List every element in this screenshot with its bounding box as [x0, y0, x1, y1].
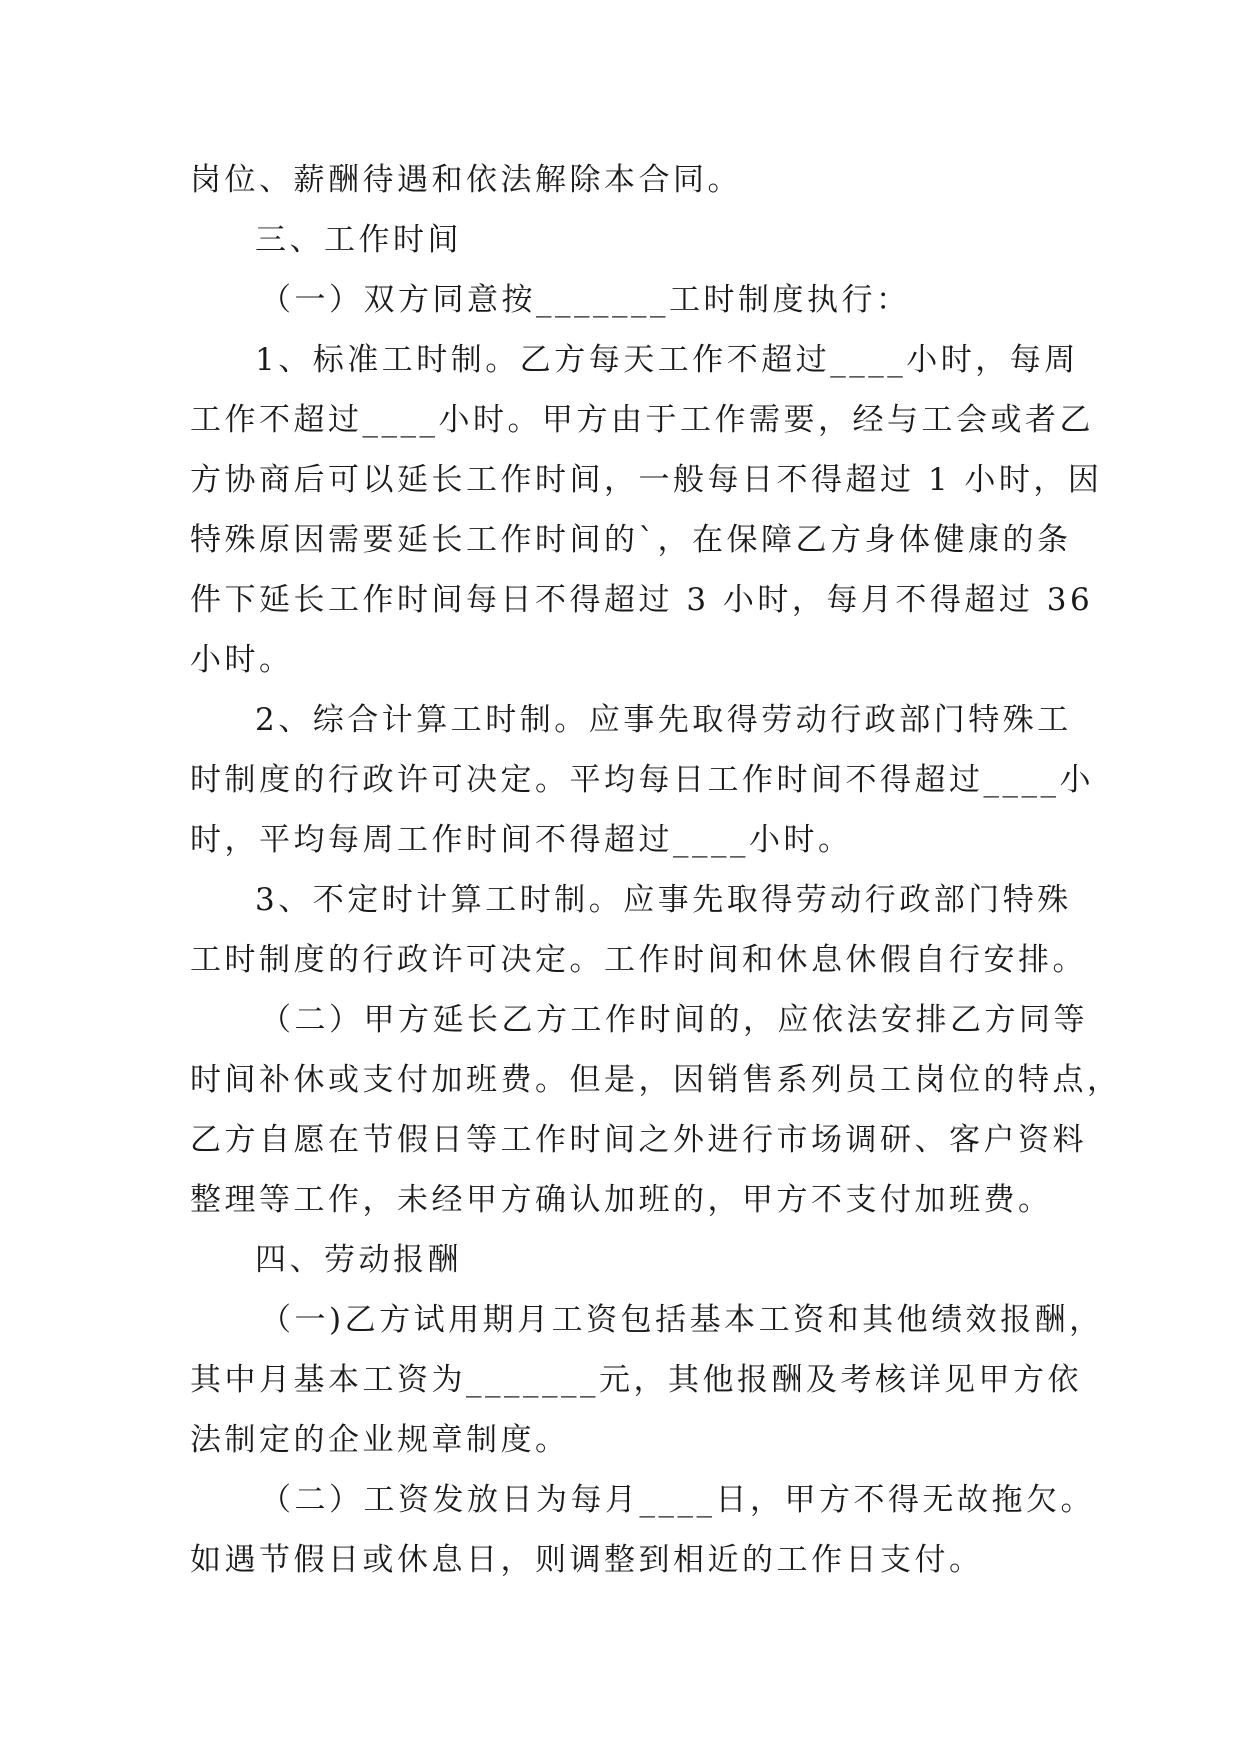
text-line: 工时制度的行政许可决定。工作时间和休息休假自行安排。 — [190, 942, 1087, 978]
text-line: 时间补休或支付加班费。但是，因销售系列员工岗位的特点， — [190, 1062, 1122, 1098]
text-line: （二）工资发放日为每月____日，甲方不得无故拖欠。 — [260, 1482, 1095, 1518]
text-line: （一）双方同意按_______工时制度执行： — [260, 282, 911, 318]
section-heading: 三、工作时间 — [255, 222, 462, 258]
text-line: 小时。 — [190, 642, 294, 678]
text-line: 时，平均每周工作时间不得超过____小时。 — [190, 822, 853, 858]
text-line: 3、不定时计算工时制。应事先取得劳动行政部门特殊 — [255, 882, 1072, 918]
text-line: （一)乙方试用期月工资包括基本工资和其他绩效报酬， — [260, 1302, 1104, 1338]
text-line: 如遇节假日或休息日，则调整到相近的工作日支付。 — [190, 1542, 984, 1578]
text-line: 整理等工作，未经甲方确认加班的，甲方不支付加班费。 — [190, 1182, 1053, 1218]
text-line: 乙方自愿在节假日等工作时间之外进行市场调研、客户资料 — [190, 1122, 1087, 1158]
text-line: 工作不超过____小时。甲方由于工作需要，经与工会或者乙 — [190, 402, 1094, 438]
text-line: 方协商后可以延长工作时间，一般每日不得超过 1 小时，因 — [190, 462, 1103, 498]
text-line: （二）甲方延长乙方工作时间的，应依法安排乙方同等 — [260, 1002, 1088, 1038]
text-line: 1、标准工时制。乙方每天工作不超过____小时，每周 — [255, 342, 1079, 378]
text-line: 特殊原因需要延长工作时间的`，在保障乙方身体健康的条 — [190, 522, 1072, 558]
text-line: 岗位、薪酬待遇和依法解除本合同。 — [190, 162, 742, 198]
text-line: 2、综合计算工时制。应事先取得劳动行政部门特殊工 — [255, 702, 1072, 738]
text-line: 法制定的企业规章制度。 — [190, 1422, 570, 1458]
section-heading: 四、劳动报酬 — [255, 1242, 462, 1278]
text-line: 其中月基本工资为_______元，其他报酬及考核详见甲方依 — [190, 1362, 1082, 1398]
text-line: 时制度的行政许可决定。平均每日工作时间不得超过____小 — [190, 762, 1094, 798]
text-line: 件下延长工作时间每日不得超过 3 小时，每月不得超过 36 — [190, 582, 1094, 618]
